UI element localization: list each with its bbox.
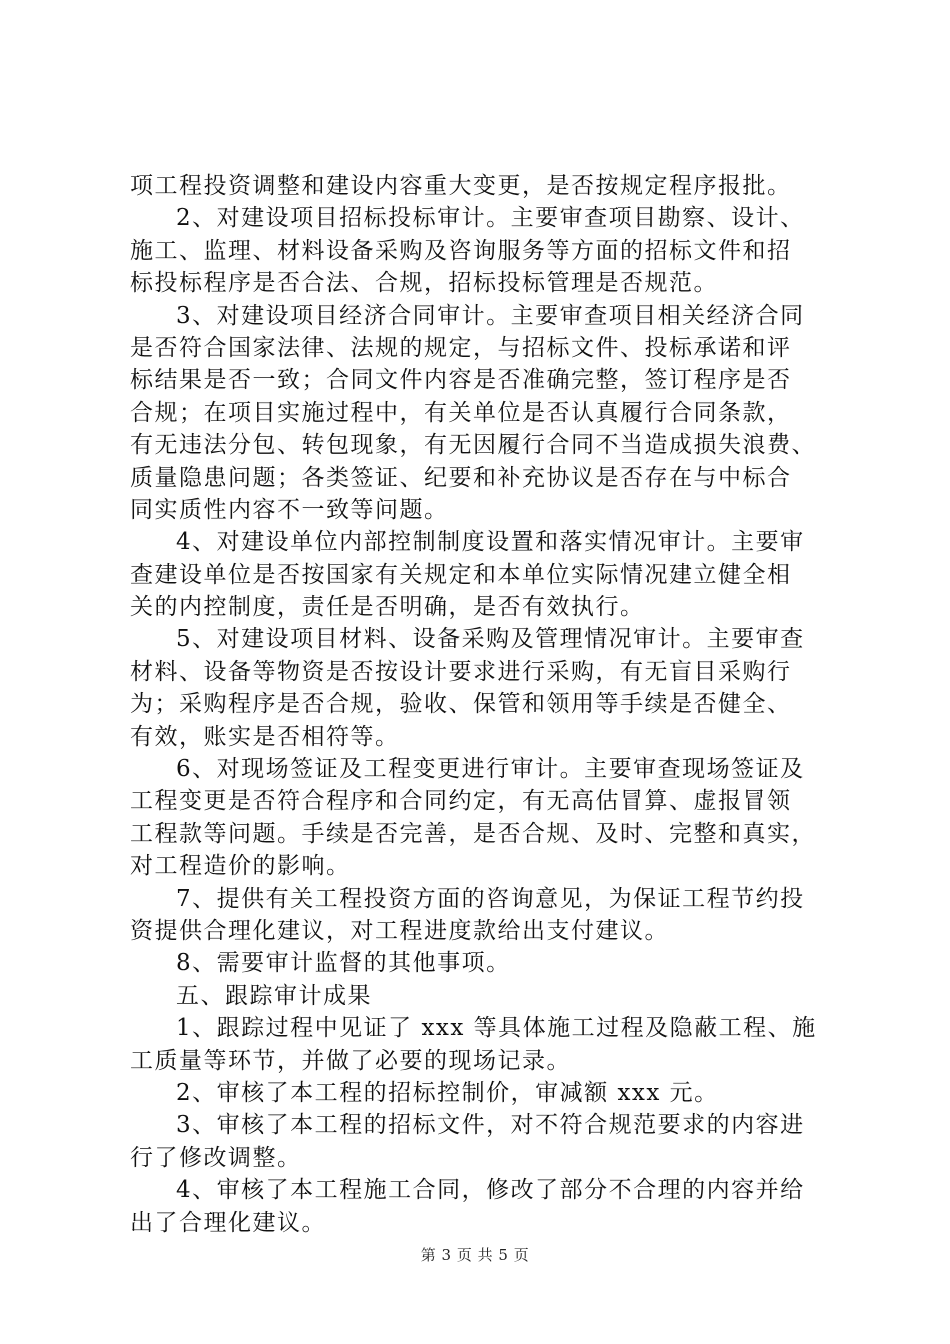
text-line: 标结果是否一致；合同文件内容是否准确完整，签订程序是否 [130,367,792,394]
text-line: 查建设单位是否按国家有关规定和本单位实际情况建立健全相 [130,561,792,588]
section-heading: 五、跟踪审计成果 [176,982,372,1009]
text-line: 标投标程序是否合法、合规，招标投标管理是否规范。 [130,270,718,297]
text-line: 项工程投资调整和建设内容重大变更，是否按规定程序报批。 [130,173,792,199]
text-line: 7、提供有关工程投资方面的咨询意见，为保证工程节约投 [176,885,805,912]
text-line: 工程变更是否符合程序和合同约定，有无高估冒算、虚报冒领 [130,788,792,815]
text-line: 3、对建设项目经济合同审计。主要审查项目相关经济合同 [176,302,805,329]
text-line: 对工程造价的影响。 [130,853,351,880]
text-line: 质量隐患问题；各类签证、纪要和补充协议是否存在与中标合 [130,464,792,491]
text-line: 2、对建设项目招标投标审计。主要审查项目勘察、设计、 [176,205,805,232]
text-line: 3、审核了本工程的招标文件，对不符合规范要求的内容进 [176,1112,805,1139]
text-line: 工质量等环节，并做了必要的现场记录。 [130,1047,571,1074]
body-text [130,170,830,1239]
text-line: 1、跟踪过程中见证了 xxx 等具体施工过程及隐蔽工程、施 [176,1015,817,1042]
text-line: 4、对建设单位内部控制制度设置和落实情况审计。主要审 [176,529,805,556]
text-line: 工程款等问题。手续是否完善，是否合规、及时、完整和真实， [130,820,816,847]
text-line: 4、审核了本工程施工合同，修改了部分不合理的内容并给 [176,1177,805,1204]
page-number-footer: 第 3 页 共 5 页 [420,1246,530,1264]
text-line: 6、对现场签证及工程变更进行审计。主要审查现场签证及 [176,756,805,783]
text-line: 为；采购程序是否合规，验收、保管和领用等手续是否健全、 [130,691,792,718]
text-line: 有无违法分包、转包现象，有无因履行合同不当造成损失浪费、 [130,432,816,459]
text-line: 合规；在项目实施过程中，有关单位是否认真履行合同条款， [130,399,792,426]
text-line: 2、审核了本工程的招标控制价，审减额 xxx 元。 [176,1079,719,1106]
text-line: 施工、监理、材料设备采购及咨询服务等方面的招标文件和招 [130,237,792,264]
text-line: 有效，账实是否相符等。 [130,723,400,750]
text-line: 出了合理化建议。 [130,1209,326,1236]
text-line: 同实质性内容不一致等问题。 [130,496,449,523]
text-line: 行了修改调整。 [130,1144,302,1171]
text-line: 材料、设备等物资是否按设计要求进行采购，有无盲目采购行 [130,658,792,685]
text-line: 8、需要审计监督的其他事项。 [176,950,511,977]
text-line: 资提供合理化建议，对工程进度款给出支付建议。 [130,917,669,944]
text-line: 关的内控制度，责任是否明确，是否有效执行。 [130,594,645,621]
text-line: 5、对建设项目材料、设备采购及管理情况审计。主要审查 [176,626,805,653]
text-line: 是否符合国家法律、法规的规定，与招标文件、投标承诺和评 [130,334,792,361]
